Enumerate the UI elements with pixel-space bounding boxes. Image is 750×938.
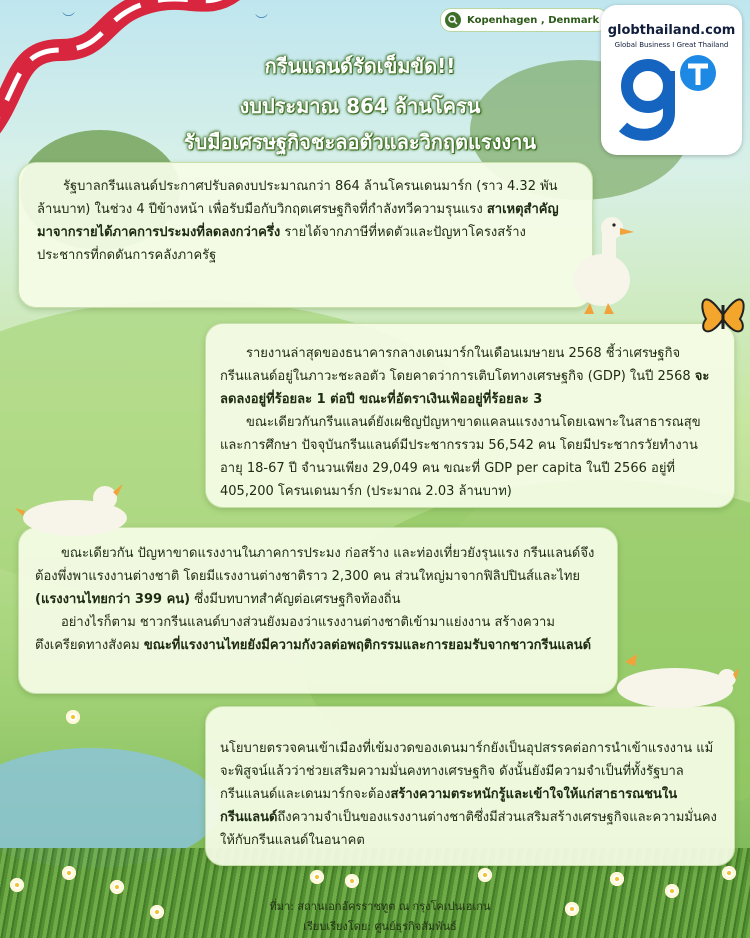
flower-icon [66,710,80,724]
thai-worker-highlight: (แรงงานไทยกว่า 399 คน) [35,592,191,607]
search-icon [445,12,461,28]
labour-text: ขณะเดียวกันกรีนแลนด์ยังเผชิญปัญหาขาดแคลนแรงงานโดยเฉพาะในสาธารณสุขและการศึกษา ปัจจุบันกรีนแลนด์มีประชากรรวม 56,542 คน โดยมีประชากรวัยทำงานอายุ 18-67 ปี จำนวนเพียง 29,049 คน ขณะที่ GDP per capita ในปี 2566 อยู่ที่ 405,200 โครนเดนมาร์ก (ประมาณ 2.03 ล้านบาท) [220,415,701,499]
g-logo-icon [618,51,728,146]
logo-tagline: Global Business I Great Thailand [614,41,729,49]
source-credit: ที่มา: สถานเอกอัครราชทูต ณ กรุงโคเปนเฮเกน [269,900,491,913]
budget-paragraph [37,175,574,267]
sleeping-duck-illustration [15,478,130,538]
flower-icon [150,905,164,919]
policy-text: นโยบายตรวจคนเข้าเมืองที่เข้มงวดของเดนมาร์กยังเป็นอุปสรรคต่อการนำเข้าแรงงาน แม้จะพิสูจน์แล้วว่าช่วยเสริมความมั่นคงทางเศรษฐกิจ ดังนั้นยังมีความจำเป็นที่ทั้งรัฐบาลกรีนแลนด์และเดนมาร์กจะต้อง [220,741,714,802]
budget-text-cont: รายได้จากภาษีที่หดตัวและปัญหาโครงสร้างประชากรที่กดดันการคลังภาครัฐ [37,225,526,263]
economy-highlight: จะลดลงอยู่ที่ร้อยละ 1 ต่อปี ขณะที่อัตราเงินเฟ้ออยู่ที่ร้อยละ 3 [220,369,710,407]
compiled-by-credit: เรียบเรียงโดย: ศูนย์ธุรกิจสัมพันธ์ [303,920,457,933]
flower-icon [345,874,359,888]
flower-icon [10,878,24,892]
labour-text-cont: ซึ่งมีบทบาทสำคัญต่อเศรษฐกิจท้องถิ่น [190,592,401,607]
page-title-line-3: รับมือเศรษฐกิจชะลอตัวและวิกฤตแรงงาน [183,130,537,154]
info-panel-economy [205,323,735,508]
economy-text: รายงานล่าสุดของธนาคารกลางเดนมาร์กในเดือนเมษายน 2568 ชี้ว่าเศรษฐกิจกรีนแลนด์อยู่ในภาวะชะลอตัว โดยคาดว่าการเติบโตทางเศรษฐกิจ (GDP) ในปี 2568 [220,346,695,384]
economy-paragraph-1 [220,342,720,411]
labour-paragraph-2 [35,611,601,657]
flower-icon [310,870,324,884]
info-panel-budget [18,162,593,308]
flower-icon [62,866,76,880]
flower-icon [565,902,579,916]
tension-highlight: ขณะที่แรงงานไทยยังมีความกังวลต่อพฤติกรรมและการยอมรับจากชาวกรีนแลนด์ [143,638,592,653]
bird-icon: ︶ [255,14,269,29]
budget-text: รัฐบาลกรีนแลนด์ประกาศปรับลดงบประมาณกว่า 864 ล้านโครนเดนมาร์ก (ราว 4.32 พันล้านบาท) ในช่วง 4 ปีข้างหน้า เพื่อรับมือกับวิกฤตเศรษฐกิจที่กำลังทวีความรุนแรง [37,179,558,217]
location-label: Kopenhagen , Denmark [467,14,600,26]
policy-text-cont: ถึงความจำเป็นของแรงงานต่างชาติซึ่งมีส่วนเสริมสร้างเศรษฐกิจและความมั่นคงให้กับกรีนแลนด์ในอนาคต [220,810,717,848]
labour-paragraph-1 [35,542,601,611]
tension-text: อย่างไรก็ตาม ชาวกรีนแลนด์บางส่วนยังมองว่าแรงงานต่างชาติเข้ามาแย่งงาน สร้างความตึงเครียดทางสังคม [35,615,555,653]
flower-icon [665,884,679,898]
info-panel-policy [205,706,735,866]
flower-icon [610,872,624,886]
policy-highlight: สร้างความตระหนักรู้และเข้าใจให้แก่สาธารณชนในกรีนแลนด์ [220,787,678,825]
sleeping-duck-illustration [615,650,740,710]
globthailand-logo [601,5,742,155]
page-title-line-2: งบประมาณ 864 ล้านโครน [239,94,481,118]
flower-icon [110,880,124,894]
bird-icon: ︶ [62,12,76,27]
duck-illustration [570,210,640,320]
flower-icon [478,868,492,882]
page-title-line-1: กรีนแลนด์รัดเข็มขัด!! [264,54,456,78]
budget-highlight: สาเหตุสำคัญมาจากรายได้ภาคการประมงที่ลดลงกว่าครึ่ง [37,202,559,240]
labour-text: ขณะเดียวกัน ปัญหาขาดแรงงานในภาคการประมง ก่อสร้าง และท่องเที่ยวยังรุนแรง กรีนแลนด์จึงต้องพึ่งพาแรงงานต่างชาติ โดยมีแรงงานต่างชาติราว 2,300 คน ส่วนใหญ่มาจากฟิลิปปินส์และไทย [35,546,595,584]
logo-brand: globthailand.com [607,23,736,38]
location-chip [440,8,608,32]
info-panel-labour [18,527,618,694]
flower-icon [722,866,736,880]
butterfly-icon [698,285,748,345]
policy-paragraph [220,737,720,852]
economy-paragraph-2 [220,411,720,503]
